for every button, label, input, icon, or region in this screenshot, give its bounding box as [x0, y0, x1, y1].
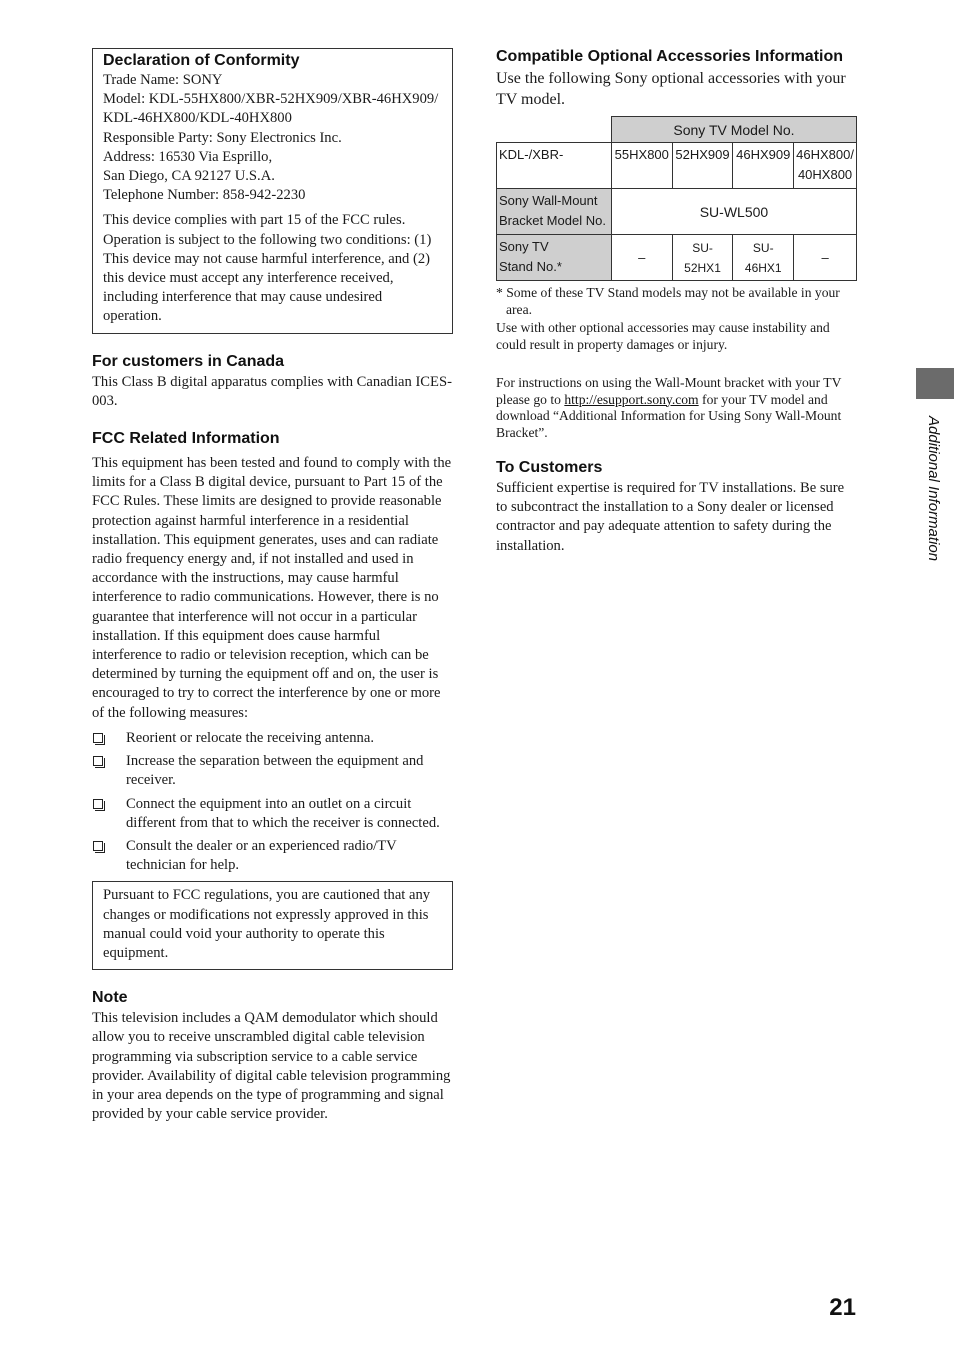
row-label: Sony TV Stand No.* [497, 235, 612, 281]
table-row [497, 235, 857, 281]
wall-mount-cell: SU-WL500 [611, 189, 856, 235]
footnote: * Some of these TV Stand models may not be available in your area. [496, 285, 840, 317]
list-item: Consult the dealer or an experienced radio/TV technician for help. [92, 837, 453, 875]
right-column [496, 48, 858, 556]
page-number: 21 [829, 1294, 856, 1321]
declaration-line: Trade Name: SONY [103, 72, 223, 88]
stand-cell: SU-52HX1 [672, 235, 733, 281]
declaration-line: San Diego, CA 92127 U.S.A. [103, 168, 275, 185]
row-label: KDL-/XBR- [497, 143, 612, 189]
fcc-title: FCC Related Information [92, 430, 280, 448]
fcc-compliance-text: This device complies with part 15 of the FCC rules. Operation is subject to the following two conditions: (1) This device may not cause harmful interference, and (2) this device must accept any interference received, including interference that may cause undesired operation. [103, 212, 432, 325]
declaration-box [92, 48, 453, 334]
canada-title: For customers in Canada [92, 352, 285, 370]
row-label: Sony Wall-Mount Bracket Model No. [497, 189, 612, 235]
model-cell: 52HX909 [672, 143, 733, 189]
accessories-intro: Use the following Sony optional accessories with your TV model. [496, 70, 846, 108]
checkbox-bullet-icon [93, 799, 103, 809]
esupport-link[interactable]: http://esupport.sony.com [564, 391, 699, 407]
customers-text: Sufficient expertise is required for TV installations. Be sure to subcontract the installation to a Sony dealer or licensed contractor and pay adequate attention to safety during the installation. [496, 480, 845, 554]
list-item: Increase the separation between the equipment and receiver. [92, 752, 453, 790]
canada-text: This Class B digital apparatus complies with Canadian ICES-003. [92, 373, 452, 409]
fcc-measures-list [92, 729, 453, 875]
list-item: Connect the equipment into an outlet on a circuit different from that to which the receiver is connected. [92, 795, 453, 833]
accessories-title: Compatible Optional Accessories Information [496, 48, 844, 65]
caution-text: Pursuant to FCC regulations, you are cautioned that any changes or modifications not expressly approved in this manual could void your authority to operate this equipment. [103, 887, 431, 961]
declaration-title: Declaration of Conformity [103, 52, 300, 69]
accessories-table [496, 116, 857, 281]
left-column [92, 48, 453, 1124]
table-row [497, 117, 857, 143]
checkbox-bullet-icon [93, 756, 103, 766]
note-title: Note [92, 989, 128, 1007]
accessories-notes [496, 285, 858, 441]
stand-cell: – [611, 235, 672, 281]
caution-box [92, 881, 453, 970]
fcc-text: This equipment has been tested and found to comply with the limits for a Class B digital device, pursuant to Part 15 of the FCC Rules. These limits are designed to provide reasonable protection against harmful interference in a residential installation. This equipment generates, uses and can radiate radio frequency energy and, if not installed and used in accordance with the instructions, may cause harmful interference to radio communications. However, there is no guarantee that interference will not occur in a particular installation. If this equipment does cause harmful interference to radio or television reception, which can be determined by turning the equipment off and on, the user is encouraged to try to correct the interference by one or more of the following measures: [92, 455, 452, 721]
checkbox-bullet-icon [93, 733, 103, 743]
declaration-line: Telephone Number: 858-942-2230 [103, 187, 306, 204]
note-text: This television includes a QAM demodulator which should allow you to receive unscrambled digital cable television programming via subscription service to a cable service provider. Availability of digital cable television programming in your area depends on the type of programming and signal provided by your cable service provider. [92, 1010, 451, 1123]
checkbox-bullet-icon [93, 841, 103, 851]
section-tab [916, 368, 954, 399]
customers-title: To Customers [496, 459, 603, 476]
model-cell: 55HX800 [611, 143, 672, 189]
table-header: Sony TV Model No. [611, 117, 856, 143]
table-row [497, 143, 857, 189]
warning-text: Use with other optional accessories may cause instability and could result in property damages or injury. [496, 320, 830, 352]
declaration-line: Model: KDL-55HX800/XBR-52HX909/XBR-46HX909/ [103, 91, 439, 108]
declaration-line: KDL-46HX800/KDL-40HX800 [103, 110, 292, 127]
declaration-line: Responsible Party: Sony Electronics Inc. [103, 129, 342, 146]
model-cell: 46HX800/ 40HX800 [794, 143, 857, 189]
declaration-line: Address: 16530 Via Esprillo, [103, 148, 273, 165]
stand-cell: – [794, 235, 857, 281]
table-row [497, 189, 857, 235]
model-cell: 46HX909 [733, 143, 794, 189]
instructions-text: For instructions on using the Wall-Mount bracket with your TV please go to http://esupport.sony.com for your TV model and download “Additional Information for Using Sony Wall-Mount Bracket”. [496, 375, 842, 440]
side-section-label: Additional Information [925, 416, 942, 562]
stand-cell: SU-46HX1 [733, 235, 794, 281]
list-item: Reorient or relocate the receiving antenna. [92, 729, 453, 748]
